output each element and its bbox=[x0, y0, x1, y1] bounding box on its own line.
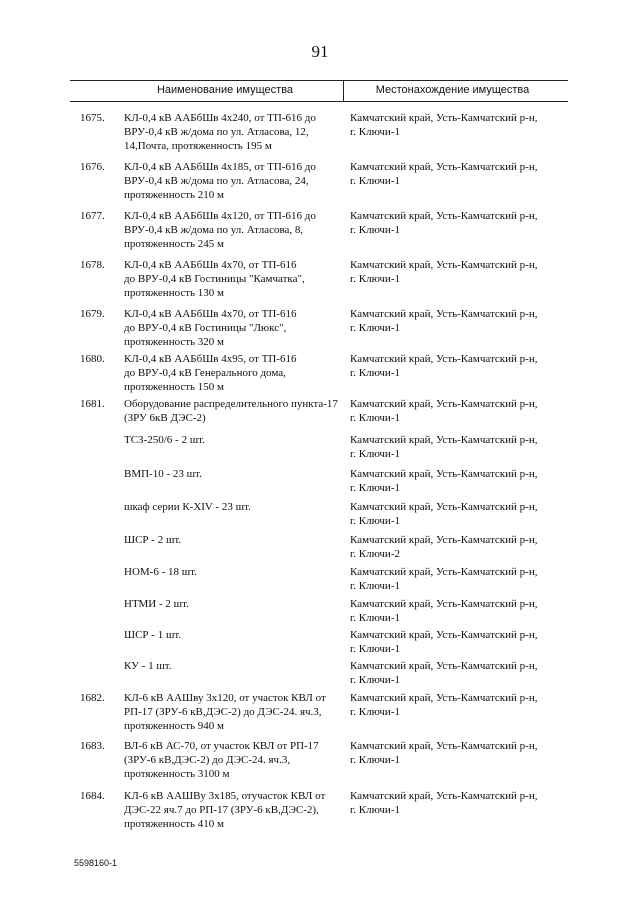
property-location-line: г. Ключи-1 bbox=[350, 706, 400, 718]
property-name-line: ВРУ-0,4 кВ ж/дома по ул. Атласова, 24, bbox=[124, 175, 309, 187]
property-location-line: г. Ключи-1 bbox=[350, 612, 400, 624]
property-name-line: НОМ-6 - 18 шт. bbox=[124, 566, 197, 578]
property-location-line: Камчатский край, Усть-Камчатский р-н, bbox=[350, 598, 538, 610]
row-number bbox=[70, 533, 118, 561]
property-name-line: до ВРУ-0,4 кВ Генерального дома, bbox=[124, 367, 286, 379]
property-location-line: г. Ключи-1 bbox=[350, 674, 400, 686]
property-location-line: Камчатский край, Усть-Камчатский р-н, bbox=[350, 210, 538, 222]
row-number bbox=[70, 659, 118, 687]
table-row bbox=[70, 628, 570, 656]
property-location-line: г. Ключи-2 bbox=[350, 548, 400, 560]
header-name-column: Наименование имущества bbox=[156, 84, 294, 96]
property-location-line: Камчатский край, Усть-Камчатский р-н, bbox=[350, 353, 538, 365]
property-name bbox=[118, 659, 346, 687]
table-row bbox=[70, 160, 570, 202]
property-name-line: КЛ-0,4 кВ ААБбШв 4х70, от ТП-616 bbox=[124, 308, 297, 320]
property-name bbox=[118, 789, 346, 831]
property-location bbox=[346, 565, 570, 593]
property-name-line: КУ - 1 шт. bbox=[124, 660, 172, 672]
property-name-line: протяженность 150 м bbox=[124, 381, 225, 393]
property-location bbox=[346, 397, 570, 425]
property-name-line: НТМИ - 2 шт. bbox=[124, 598, 189, 610]
row-number: 1676. bbox=[80, 161, 105, 173]
property-name bbox=[118, 209, 346, 251]
table-row bbox=[70, 659, 570, 687]
table-row bbox=[70, 307, 570, 349]
table-row bbox=[70, 789, 570, 831]
table-row bbox=[70, 691, 570, 733]
property-name-line: РП-17 (ЗРУ-6 кВ,ДЭС-2) до ДЭС-24. яч.3, bbox=[124, 706, 322, 718]
table-row bbox=[70, 397, 570, 425]
property-location bbox=[346, 789, 570, 831]
row-number bbox=[70, 467, 118, 495]
property-location bbox=[346, 433, 570, 461]
property-location-line: Камчатский край, Усть-Камчатский р-н, bbox=[350, 660, 538, 672]
property-name bbox=[118, 397, 346, 425]
property-location-line: г. Ключи-1 bbox=[350, 175, 400, 187]
row-number: 1677. bbox=[80, 210, 105, 222]
property-location-line: Камчатский край, Усть-Камчатский р-н, bbox=[350, 398, 538, 410]
header-column-divider bbox=[343, 80, 344, 101]
property-location bbox=[346, 628, 570, 656]
property-name-line: КЛ-0,4 кВ ААБбШв 4х120, от ТП-616 до bbox=[124, 210, 316, 222]
property-location-line: Камчатский край, Усть-Камчатский р-н, bbox=[350, 692, 538, 704]
footer-code: 5598160-1 bbox=[74, 858, 118, 868]
property-name-line: ВРУ-0,4 кВ ж/дома по ул. Атласова, 12, bbox=[124, 126, 309, 138]
table-row bbox=[70, 467, 570, 495]
property-name-line: протяженность 245 м bbox=[124, 238, 225, 250]
property-location bbox=[346, 467, 570, 495]
table-row bbox=[70, 597, 570, 625]
table-row bbox=[70, 533, 570, 561]
property-location-line: Камчатский край, Усть-Камчатский р-н, bbox=[350, 629, 538, 641]
property-location bbox=[346, 160, 570, 202]
table-row bbox=[70, 433, 570, 461]
property-location bbox=[346, 352, 570, 394]
property-location bbox=[346, 659, 570, 687]
property-name-line: КЛ-6 кВ ААШву 3х120, от участок КВЛ от bbox=[124, 692, 326, 704]
property-location-line: г. Ключи-1 bbox=[350, 804, 400, 816]
table-row bbox=[70, 352, 570, 394]
property-name-line: ДЭС-22 яч.7 до РП-17 (ЗРУ-6 кВ,ДЭС-2), bbox=[124, 804, 319, 816]
property-name-line: протяженность 210 м bbox=[124, 189, 225, 201]
property-location-line: г. Ключи-1 bbox=[350, 580, 400, 592]
property-name-line: протяженность 410 м bbox=[124, 818, 225, 830]
row-number: 1678. bbox=[80, 259, 105, 271]
property-location bbox=[346, 307, 570, 349]
property-location bbox=[346, 533, 570, 561]
property-name bbox=[118, 352, 346, 394]
property-name bbox=[118, 500, 346, 528]
property-name-line: ШСР - 1 шт. bbox=[124, 629, 182, 641]
property-location bbox=[346, 739, 570, 781]
row-number bbox=[70, 433, 118, 461]
table-row bbox=[70, 565, 570, 593]
property-name bbox=[118, 628, 346, 656]
property-name bbox=[118, 739, 346, 781]
property-location-line: Камчатский край, Усть-Камчатский р-н, bbox=[350, 434, 538, 446]
property-name-line: 14,Почта, протяженность 195 м bbox=[124, 140, 272, 152]
property-location-line: г. Ключи-1 bbox=[350, 448, 400, 460]
property-name-line: протяженность 3100 м bbox=[124, 768, 230, 780]
property-location-line: Камчатский край, Усть-Камчатский р-н, bbox=[350, 566, 538, 578]
header-top-rule bbox=[70, 80, 568, 81]
property-location-line: Камчатский край, Усть-Камчатский р-н, bbox=[350, 468, 538, 480]
property-name-line: КЛ-6 кВ ААШВу 3х185, отучасток КВЛ от bbox=[124, 790, 326, 802]
table-row bbox=[70, 258, 570, 300]
row-number bbox=[70, 597, 118, 625]
property-name-line: ВЛ-6 кВ АС-70, от участок КВЛ от РП-17 bbox=[124, 740, 319, 752]
property-location-line: г. Ключи-1 bbox=[350, 273, 400, 285]
property-name-line: протяженность 940 м bbox=[124, 720, 225, 732]
property-name-line: ВМП-10 - 23 шт. bbox=[124, 468, 202, 480]
property-name bbox=[118, 597, 346, 625]
property-name bbox=[118, 565, 346, 593]
property-name-line: Оборудование распределительного пункта-17 bbox=[124, 398, 338, 410]
property-name bbox=[118, 433, 346, 461]
page-number: 91 bbox=[311, 42, 329, 61]
property-name-line: протяженность 320 м bbox=[124, 336, 225, 348]
property-location bbox=[346, 691, 570, 733]
row-number: 1680. bbox=[80, 353, 105, 365]
property-name bbox=[118, 467, 346, 495]
property-location-line: Камчатский край, Усть-Камчатский р-н, bbox=[350, 740, 538, 752]
property-name bbox=[118, 258, 346, 300]
property-name bbox=[118, 111, 346, 153]
table-row bbox=[70, 500, 570, 528]
row-number: 1681. bbox=[80, 398, 105, 410]
property-name-line: до ВРУ-0,4 кВ Гостиницы "Камчатка", bbox=[124, 273, 305, 285]
property-name bbox=[118, 160, 346, 202]
property-location bbox=[346, 597, 570, 625]
row-number: 1679. bbox=[80, 308, 105, 320]
property-location-line: г. Ключи-1 bbox=[350, 126, 400, 138]
property-location-line: Камчатский край, Усть-Камчатский р-н, bbox=[350, 259, 538, 271]
property-name-line: (ЗРУ-6 кВ,ДЭС-2) до ДЭС-24. яч.3, bbox=[124, 754, 291, 766]
property-location-line: г. Ключи-1 bbox=[350, 515, 400, 527]
property-location bbox=[346, 111, 570, 153]
header-bottom-rule bbox=[70, 101, 568, 102]
property-location-line: Камчатский край, Усть-Камчатский р-н, bbox=[350, 790, 538, 802]
row-number: 1684. bbox=[80, 790, 105, 802]
property-name-line: ШСР - 2 шт. bbox=[124, 534, 182, 546]
property-name bbox=[118, 691, 346, 733]
property-name-line: КЛ-0,4 кВ ААБбШв 4х185, от ТП-616 до bbox=[124, 161, 316, 173]
property-location-line: Камчатский край, Усть-Камчатский р-н, bbox=[350, 501, 538, 513]
table-row bbox=[70, 111, 570, 153]
property-name-line: ВРУ-0,4 кВ ж/дома по ул. Атласова, 8, bbox=[124, 224, 304, 236]
property-name-line: протяженность 130 м bbox=[124, 287, 225, 299]
property-location-line: г. Ключи-1 bbox=[350, 412, 400, 424]
row-number bbox=[70, 565, 118, 593]
property-name-line: (ЗРУ 6кВ ДЭС-2) bbox=[124, 412, 206, 424]
property-location bbox=[346, 209, 570, 251]
property-location-line: Камчатский край, Усть-Камчатский р-н, bbox=[350, 112, 538, 124]
property-location-line: г. Ключи-1 bbox=[350, 322, 400, 334]
property-name bbox=[118, 307, 346, 349]
property-location-line: г. Ключи-1 bbox=[350, 482, 400, 494]
row-number bbox=[70, 628, 118, 656]
table-row bbox=[70, 739, 570, 781]
property-location-line: Камчатский край, Усть-Камчатский р-н, bbox=[350, 161, 538, 173]
table-row bbox=[70, 209, 570, 251]
property-name-line: КЛ-0,4 кВ ААБбШв 4х240, от ТП-616 до bbox=[124, 112, 316, 124]
row-number: 1683. bbox=[80, 740, 105, 752]
row-number: 1682. bbox=[80, 692, 105, 704]
property-location bbox=[346, 258, 570, 300]
property-name-line: шкаф серии К-XIV - 23 шт. bbox=[124, 501, 251, 513]
row-number: 1675. bbox=[80, 112, 105, 124]
property-name-line: КЛ-0,4 кВ ААБбШв 4х95, от ТП-616 bbox=[124, 353, 297, 365]
header-location-column: Местонахождение имущества bbox=[375, 84, 530, 96]
property-location bbox=[346, 500, 570, 528]
property-location-line: г. Ключи-1 bbox=[350, 643, 400, 655]
property-name-line: КЛ-0,4 кВ ААБбШв 4х70, от ТП-616 bbox=[124, 259, 297, 271]
property-name-line: ТСЗ-250/6 - 2 шт. bbox=[124, 434, 205, 446]
row-number bbox=[70, 500, 118, 528]
property-location-line: г. Ключи-1 bbox=[350, 367, 400, 379]
property-location-line: г. Ключи-1 bbox=[350, 754, 400, 766]
property-location-line: Камчатский край, Усть-Камчатский р-н, bbox=[350, 534, 538, 546]
property-location-line: Камчатский край, Усть-Камчатский р-н, bbox=[350, 308, 538, 320]
property-name bbox=[118, 533, 346, 561]
property-name-line: до ВРУ-0,4 кВ Гостиницы "Люкс", bbox=[124, 322, 287, 334]
property-location-line: г. Ключи-1 bbox=[350, 224, 400, 236]
